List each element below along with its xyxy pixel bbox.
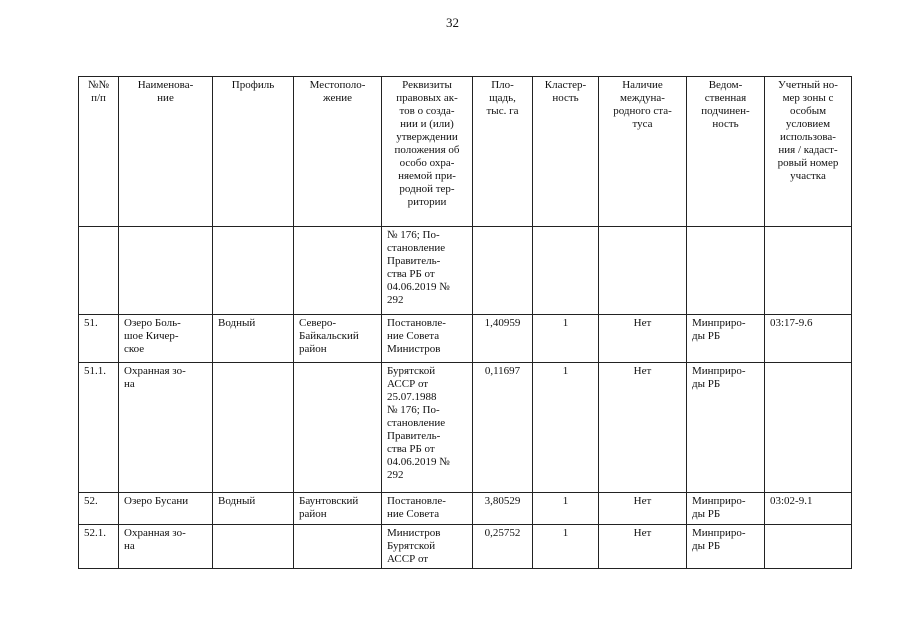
cell-location xyxy=(294,227,382,315)
protected-areas-table xyxy=(78,76,852,569)
cell-international-status: Нет xyxy=(599,315,687,363)
header-international-status: Наличие междуна- родного ста- туса xyxy=(599,77,687,227)
header-location: Местополо- жение xyxy=(294,77,382,227)
table-header-row xyxy=(79,77,852,227)
table-row xyxy=(79,525,852,569)
header-clustering: Кластер- ность xyxy=(533,77,599,227)
cell-legal-acts: Постановле- ние Совета Министров xyxy=(382,315,473,363)
page-number: 32 xyxy=(446,15,459,30)
cell-clustering: 1 xyxy=(533,363,599,493)
cell-name xyxy=(119,227,213,315)
cell-location: Северо- Байкальский район xyxy=(294,315,382,363)
cell-number: 51. xyxy=(79,315,119,363)
cell-registry-number: 03:02-9.1 xyxy=(765,493,852,525)
cell-area: 0,11697 xyxy=(473,363,533,493)
cell-registry-number xyxy=(765,525,852,569)
cell-number xyxy=(79,227,119,315)
cell-profile xyxy=(213,227,294,315)
table-row xyxy=(79,363,852,493)
cell-profile xyxy=(213,363,294,493)
cell-clustering: 1 xyxy=(533,493,599,525)
cell-location xyxy=(294,363,382,493)
header-name: Наименова- ние xyxy=(119,77,213,227)
cell-department: Минприро- ды РБ xyxy=(687,525,765,569)
cell-name: Озеро Боль- шое Кичер- ское xyxy=(119,315,213,363)
header-number: №№ п/п xyxy=(79,77,119,227)
cell-name: Охранная зо- на xyxy=(119,525,213,569)
cell-department xyxy=(687,227,765,315)
cell-area: 1,40959 xyxy=(473,315,533,363)
cell-legal-acts: Министров Бурятской АССР от xyxy=(382,525,473,569)
cell-location xyxy=(294,525,382,569)
cell-profile: Водный xyxy=(213,315,294,363)
cell-location: Баунтовский район xyxy=(294,493,382,525)
cell-department: Минприро- ды РБ xyxy=(687,315,765,363)
cell-profile xyxy=(213,525,294,569)
cell-clustering: 1 xyxy=(533,525,599,569)
cell-number: 51.1. xyxy=(79,363,119,493)
cell-international-status xyxy=(599,227,687,315)
table-row xyxy=(79,227,852,315)
cell-international-status: Нет xyxy=(599,493,687,525)
header-area: Пло- щадь, тыс. га xyxy=(473,77,533,227)
header-department: Ведом- ственная подчинен- ность xyxy=(687,77,765,227)
header-profile: Профиль xyxy=(213,77,294,227)
cell-legal-acts: Постановле- ние Совета xyxy=(382,493,473,525)
header-registry-number: Учетный но- мер зоны с особым условием использова- ния / кадаст- ровый номер участка xyxy=(765,77,852,227)
cell-international-status: Нет xyxy=(599,525,687,569)
cell-area: 0,25752 xyxy=(473,525,533,569)
cell-area: 3,80529 xyxy=(473,493,533,525)
cell-number: 52.1. xyxy=(79,525,119,569)
cell-clustering xyxy=(533,227,599,315)
cell-name: Охранная зо- на xyxy=(119,363,213,493)
cell-area xyxy=(473,227,533,315)
cell-profile: Водный xyxy=(213,493,294,525)
table-row xyxy=(79,493,852,525)
cell-legal-acts: № 176; По- становление Правитель- ства РБ от 04.06.2019 № 292 xyxy=(382,227,473,315)
cell-department: Минприро- ды РБ xyxy=(687,363,765,493)
cell-registry-number xyxy=(765,227,852,315)
header-legal-acts: Реквизиты правовых ак- тов о созда- нии и (или) утверждении положения об особо охра- няемой при- родной тер- ритории xyxy=(382,77,473,227)
cell-registry-number xyxy=(765,363,852,493)
cell-department: Минприро- ды РБ xyxy=(687,493,765,525)
cell-name: Озеро Бусани xyxy=(119,493,213,525)
cell-clustering: 1 xyxy=(533,315,599,363)
cell-number: 52. xyxy=(79,493,119,525)
table-row xyxy=(79,315,852,363)
cell-legal-acts: Бурятской АССР от 25.07.1988 № 176; По- становление Правитель- ства РБ от 04.06.2019 № 292 xyxy=(382,363,473,493)
cell-international-status: Нет xyxy=(599,363,687,493)
cell-registry-number: 03:17-9.6 xyxy=(765,315,852,363)
